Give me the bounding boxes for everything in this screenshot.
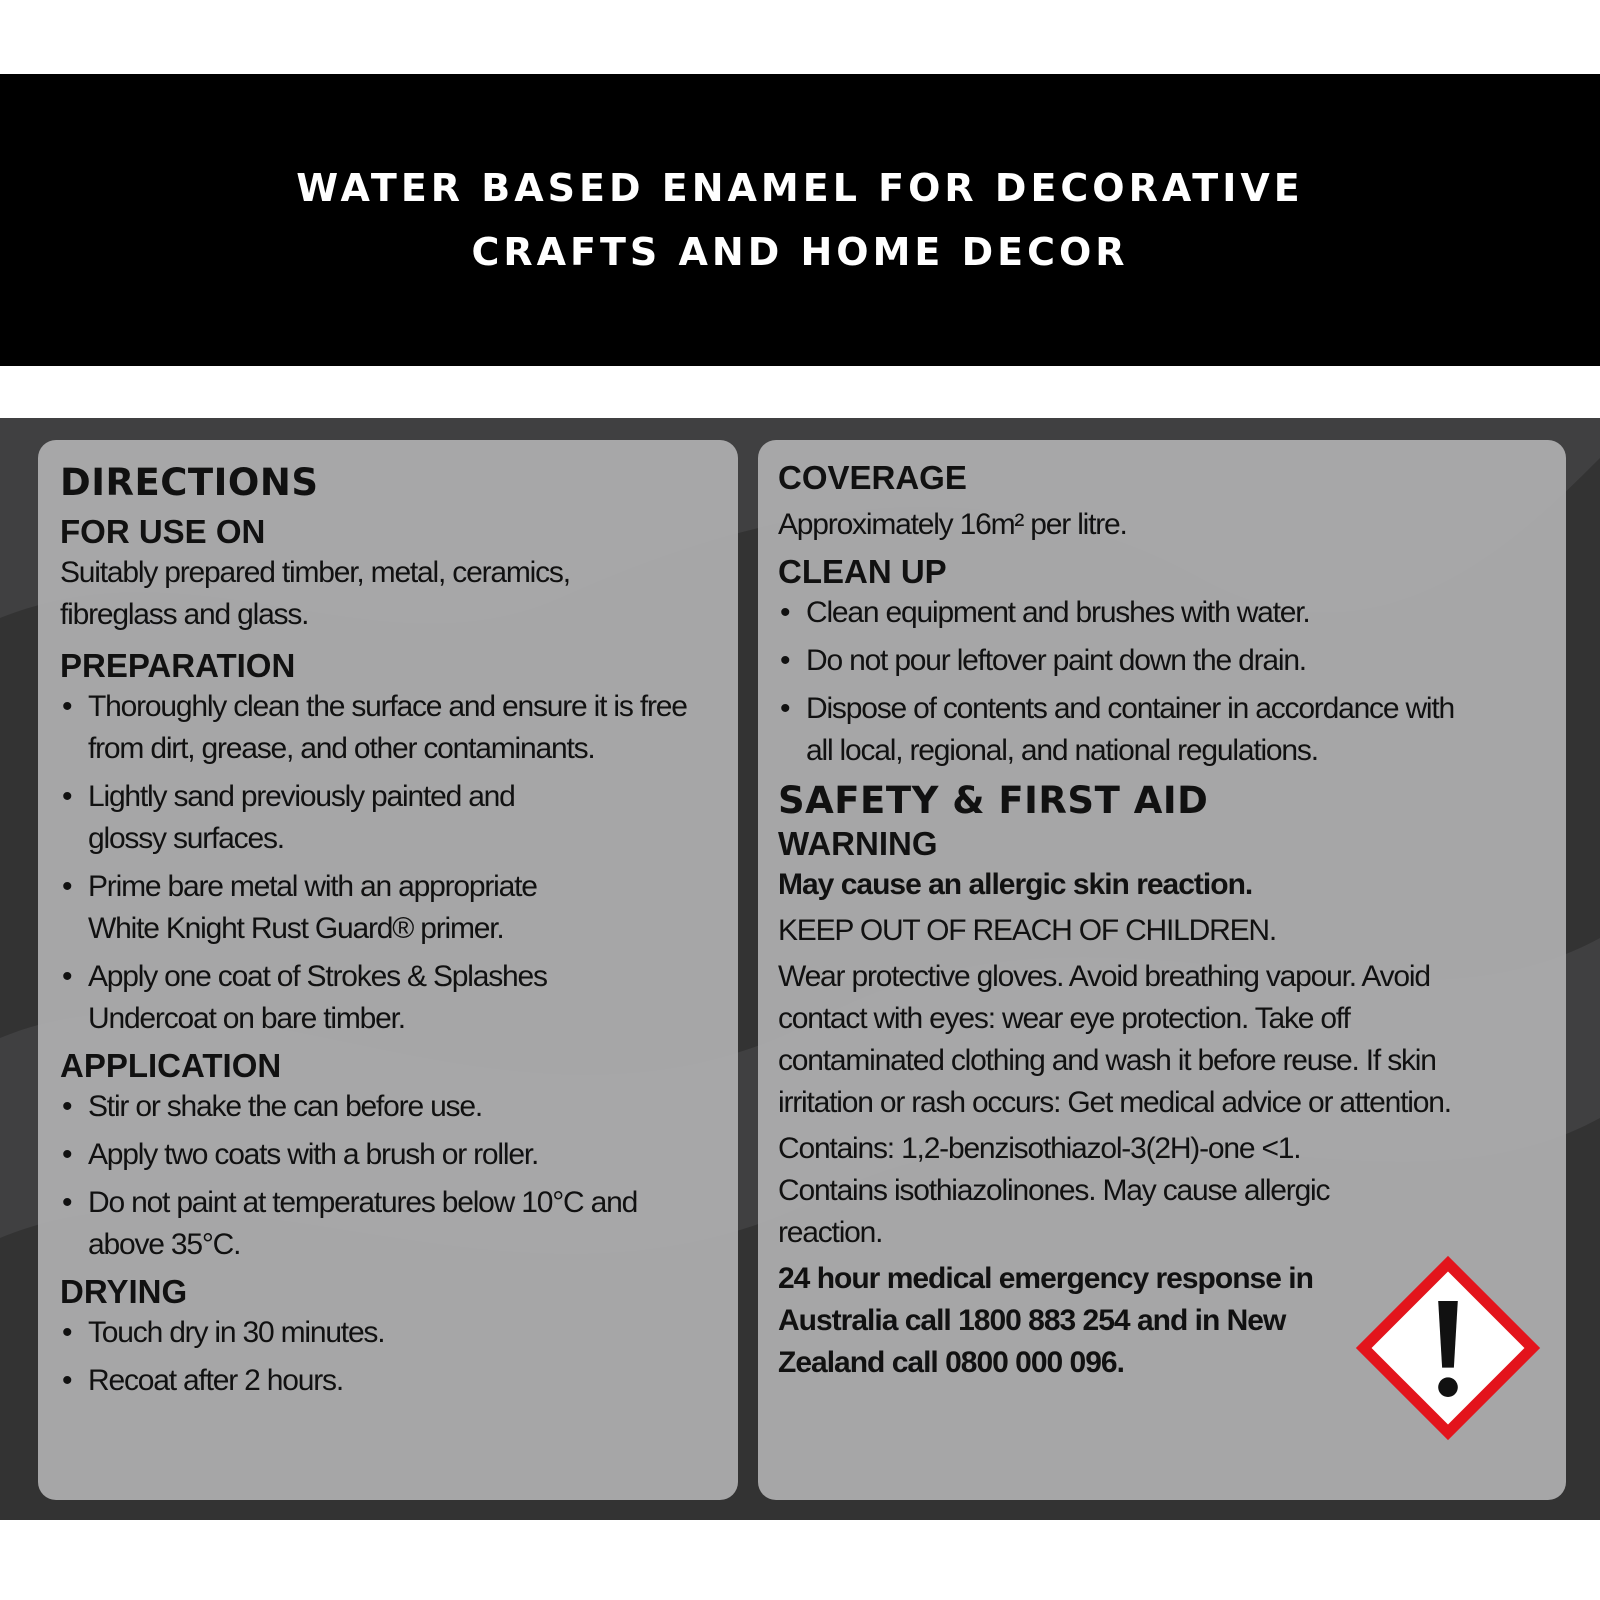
- drying-list: [60, 1312, 714, 1402]
- title-banner: [0, 74, 1600, 366]
- label-panel-area: [0, 418, 1600, 1520]
- for-use-on-text: Suitably prepared timber, metal, ceramics, fibreglass and glass.: [60, 556, 570, 631]
- preparation-heading: PREPARATION: [60, 647, 296, 684]
- coverage-safety-panel: [758, 440, 1566, 1500]
- list-item: • Thoroughly clean the surface and ensure it is free from dirt, grease, and other contaminants.: [60, 686, 710, 770]
- directions-heading: DIRECTIONS: [60, 461, 319, 504]
- coverage-text: Approximately 16m² per litre.: [778, 508, 1127, 541]
- product-title: WATER BASED ENAMEL FOR DECORATIVE CRAFTS AND HOME DECOR: [296, 166, 1304, 274]
- list-item: • Do not paint at temperatures below 10°C and above 35°C.: [60, 1182, 650, 1266]
- clean-up-list: [778, 592, 1542, 772]
- precautionary-statements: Wear protective gloves. Avoid breathing vapour. Avoid contact with eyes: wear eye protection. Take off contaminated clothing and wash it before reuse. If skin irritation or rash occurs: Get medical advice or attention.: [778, 960, 1451, 1119]
- for-use-on-heading: FOR USE ON: [60, 513, 266, 550]
- contains-statement: Contains: 1,2-benzisothiazol-3(2H)-one <1. Contains isothiazolinones. May cause allergic reaction.: [778, 1132, 1330, 1249]
- safety-heading: SAFETY & FIRST AID: [778, 779, 1209, 822]
- drying-heading: DRYING: [60, 1273, 188, 1310]
- application-list: [60, 1086, 714, 1266]
- list-item: • Apply two coats with a brush or roller.: [60, 1134, 714, 1176]
- emergency-contact: 24 hour medical emergency response in Australia call 1800 883 254 and in New Zealand call 0800 000 096.: [778, 1262, 1313, 1379]
- preparation-list: [60, 686, 714, 1040]
- list-item: • Apply one coat of Strokes & Splashes Undercoat on bare timber.: [60, 956, 580, 1040]
- list-item: • Stir or shake the can before use.: [60, 1086, 714, 1128]
- list-item: • Recoat after 2 hours.: [60, 1360, 714, 1402]
- list-item: • Do not pour leftover paint down the drain.: [778, 640, 1542, 682]
- list-item: • Clean equipment and brushes with water.: [778, 592, 1542, 634]
- hazard-statement: May cause an allergic skin reaction.: [778, 868, 1253, 901]
- list-item: • Lightly sand previously painted and glossy surfaces.: [60, 776, 580, 860]
- directions-panel: [38, 440, 738, 1500]
- keep-out-of-reach: KEEP OUT OF REACH OF CHILDREN.: [778, 914, 1276, 947]
- list-item: • Dispose of contents and container in accordance with all local, regional, and national regulations.: [778, 688, 1468, 772]
- list-item: • Prime bare metal with an appropriate White Knight Rust Guard® primer.: [60, 866, 600, 950]
- list-item: • Touch dry in 30 minutes.: [60, 1312, 714, 1354]
- warning-signal-word: WARNING: [778, 825, 938, 862]
- coverage-heading: COVERAGE: [778, 459, 967, 496]
- application-heading: APPLICATION: [60, 1047, 282, 1084]
- exclamation-mark-hazard-icon: [1350, 1250, 1546, 1446]
- clean-up-heading: CLEAN UP: [778, 553, 947, 590]
